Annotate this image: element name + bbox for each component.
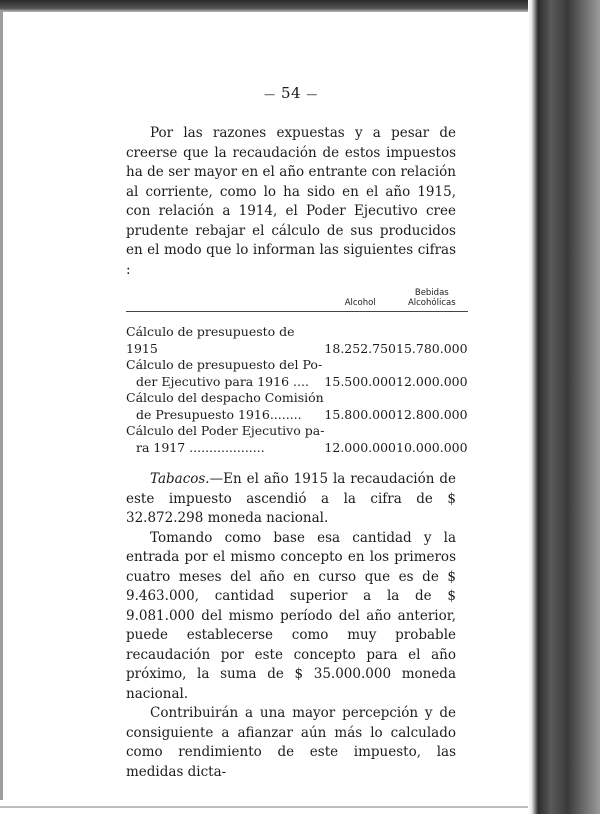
row-label-line1: Cálculo de presupuesto de 1915: [126, 324, 295, 356]
row-bebidas: 15.780.000: [396, 340, 468, 356]
paragraph-medidas: Contribuirán a una mayor percepción y de consiguiente a afianzar aún más lo calculado como rendimiento de este impuesto, las medidas dicta-: [126, 705, 456, 780]
paragraph-tabacos: [126, 470, 456, 529]
table-row: [126, 423, 468, 456]
row-label-line1: Cálculo de presupuesto del Po-: [126, 357, 323, 372]
row-bebidas: 10.000.000: [396, 439, 468, 455]
scan-left-edge: [0, 10, 3, 800]
row-label: [126, 390, 324, 423]
table-header-row: [126, 288, 468, 312]
figures-table: [126, 288, 468, 456]
header-alcohol: Alcohol: [324, 288, 396, 312]
header-blank: [126, 288, 324, 312]
header-bebidas-line1: Bebidas: [414, 288, 449, 298]
header-bebidas: [396, 288, 468, 312]
scan-right-edge: [528, 0, 600, 814]
row-bebidas: 12.800.000: [396, 406, 468, 422]
row-label-line2: ra 1917 ...................: [136, 439, 265, 455]
tabacos-heading: Tabacos.: [150, 471, 210, 487]
paragraph-intro: Por las razones expuestas y a pesar de creerse que la recaudación de estos impuestos ha de ser mayor en el año entrante con relación al corriente, como lo ha sido en el año 1915, con relación a 1914, el Poder Ejecutivo cree prudente rebajar el cálculo de sus producidos en el modo que lo informan las siguientes cifras :: [126, 125, 456, 278]
page-number: [126, 84, 456, 102]
table-row: [126, 312, 468, 358]
page-body: [126, 84, 468, 782]
page-number-value: 54: [280, 84, 302, 102]
row-alcohol: 18.252.750: [324, 340, 396, 356]
row-bebidas: 12.000.000: [396, 373, 468, 389]
row-label-line1: Cálculo del Poder Ejecutivo pa-: [126, 423, 325, 438]
table-row: [126, 390, 468, 423]
row-alcohol: 12.000.000: [324, 439, 396, 455]
scan-bottom-edge: [0, 806, 528, 808]
table-row: [126, 357, 468, 390]
scan-top-edge: [0, 0, 600, 12]
folio-dash-left: —: [264, 88, 276, 101]
folio-dash-right: —: [306, 88, 318, 101]
row-label: [126, 423, 324, 456]
row-alcohol: 15.500.000: [324, 373, 396, 389]
row-label: [126, 357, 324, 390]
row-alcohol: 15.800.000: [324, 406, 396, 422]
tabacos-text: —En el año 1915 la recaudación de este impuesto ascendió a la cifra de $ 32.872.298 moneda nacional.: [126, 471, 456, 526]
paragraph-base: Tomando como base esa cantidad y la entrada por el mismo concepto en los primeros cuatro meses del año en curso que es de $ 9.463.000, cantidad superior a la de $ 9.081.000 del mismo período del año anterior, puede establecerse como muy probable recaudación por este concepto para el año próximo, la suma de $ 35.000.000 moneda nacional.: [126, 529, 456, 702]
header-bebidas-line2: Alcohólicas: [407, 298, 456, 308]
row-label: [126, 312, 324, 358]
row-label-line1: Cálculo del despacho Comisión: [126, 390, 324, 405]
row-label-line2: de Presupuesto 1916........: [136, 406, 302, 422]
row-label-line2: der Ejecutivo para 1916 ....: [136, 373, 309, 389]
